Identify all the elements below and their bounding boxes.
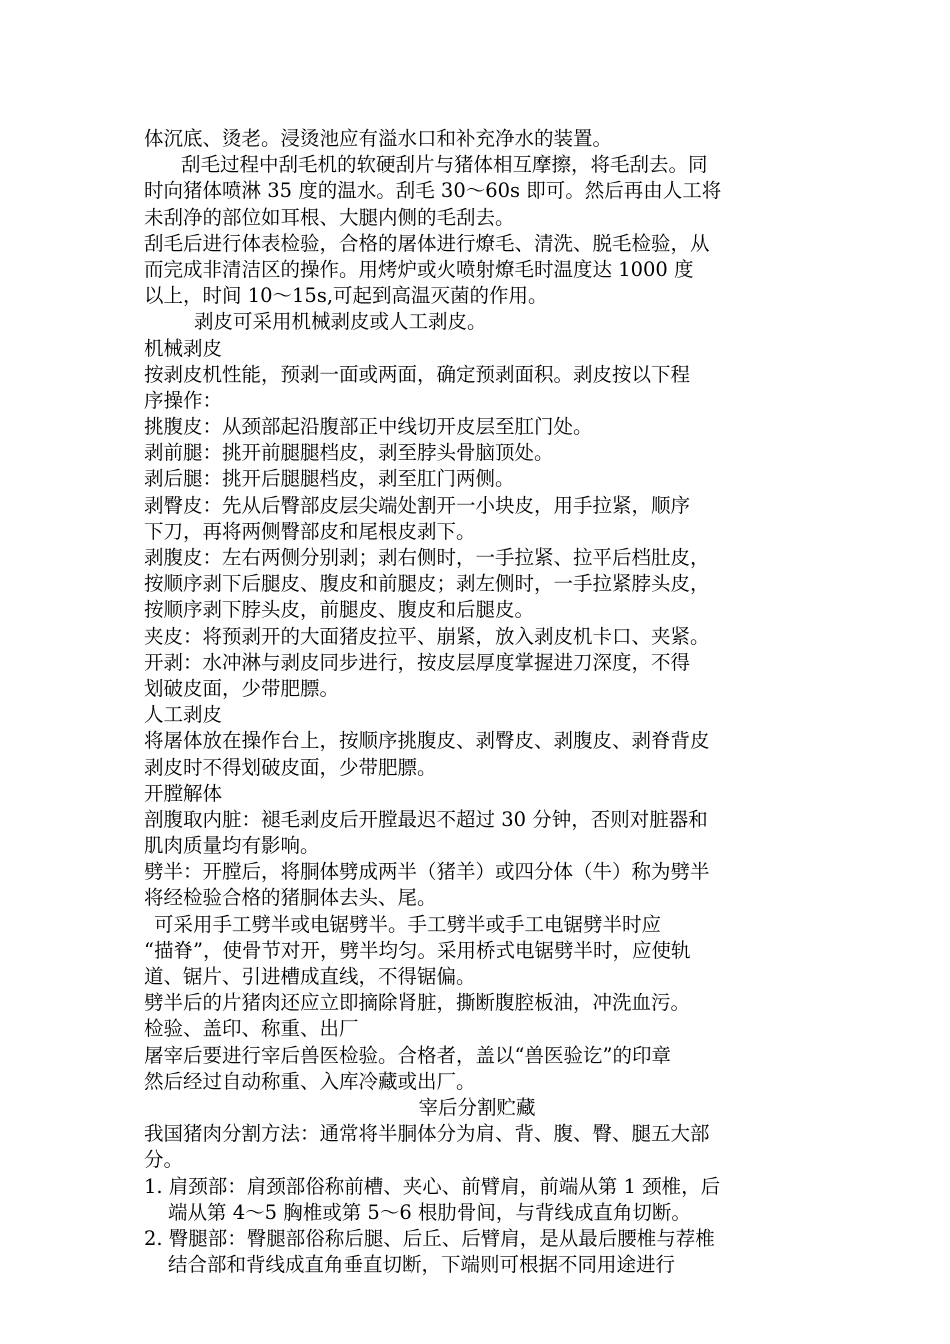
document-body [144,126,810,1278]
paragraph-line: 刮毛过程中刮毛机的软硬刮片与猪体相互摩擦，将毛刮去。同 [181,153,708,177]
step-line: 剥腹皮：左右两侧分别剥；剥右侧时，一手拉紧、拉平后档肚皮， [144,546,710,569]
step-line: 开剥：水冲淋与剥皮同步进行，按皮层厚度掌握进刀深度，不得 [144,650,691,674]
paragraph-line: 将屠体放在操作台上，按顺序挑腹皮、剥臀皮、剥腹皮、剥脊背皮 [144,729,710,753]
paragraph-line: 劈半：开膛后，将胴体劈成两半（猪羊）或四分体（牛）称为劈半 [144,860,710,884]
text-line: 划破皮面，少带肥膘。 [144,676,340,700]
paragraph-line: 可采用手工劈半或电锯劈半。手工劈半或手工电锯劈半时应 [154,912,662,936]
paragraph-line: 我国猪肉分割方法：通常将半胴体分为肩、背、腹、臀、腿五大部 [144,1122,710,1146]
list-item: 1. 肩颈部：肩颈部俗称前槽、夹心、前臂肩，前端从第 1 颈椎，后 [144,1174,721,1198]
step-line: 剥后腿：挑开后腿腿档皮，剥至肛门两侧。 [144,467,515,491]
text-line: 序操作： [144,388,223,412]
paragraph-line: 刮毛后进行体表检验，合格的屠体进行燎毛、清洗、脱毛检验，从 [144,231,710,255]
section-heading: 人工剥皮 [144,703,223,727]
text-line: 以上，时间 10～15s,可起到高温灭菌的作用。 [144,284,548,308]
text-line: 分。 [144,1148,184,1172]
list-item: 2. 臀腿部：臀腿部俗称后腿、后丘、后臂肩，是从最后腰椎与荐椎 [144,1226,715,1250]
step-line: 剥前腿：挑开前腿腿档皮，剥至脖头骨脑顶处。 [144,441,554,465]
section-heading: 开膛解体 [144,781,223,805]
paragraph-line: 屠宰后要进行宰后兽医检验。合格者，盖以“兽医验讫”的印章 [144,1043,671,1067]
text-line: 将经检验合格的猪胴体去头、尾。 [144,886,437,910]
section-heading: 机械剥皮 [144,336,223,360]
text-line: 未刮净的部位如耳根、大腿内侧的毛刮去。 [144,205,515,229]
text-line: 时向猪体喷淋 35 度的温水。刮毛 30～60s 即可。然后再由人工将 [144,179,722,203]
text-line: “描脊”，使骨节对开，劈半均匀。采用桥式电锯劈半时，应使轨 [144,938,691,962]
step-line: 夹皮：将预剥开的大面猪皮拉平、崩紧，放入剥皮机卡口、夹紧。 [144,624,710,648]
text-line: 而完成非清洁区的操作。用烤炉或火喷射燎毛时温度达 1000 度 [144,257,694,281]
paragraph-line: 按剥皮机性能，预剥一面或两面，确定预剥面积。剥皮按以下程 [144,362,691,386]
text-line: 然后经过自动称重、入库冷藏或出厂。 [144,1069,476,1093]
text-line: 按顺序剥下脖头皮，前腿皮、腹皮和后腿皮。 [144,598,535,622]
text-line: 剥皮时不得划破皮面，少带肥膘。 [144,755,437,779]
paragraph-line: 剖腹取内脏：褪毛剥皮后开膛最迟不超过 30 分钟，否则对脏器和 [144,807,708,831]
step-line: 挑腹皮：从颈部起沿腹部正中线切开皮层至肛门处。 [144,415,593,439]
text-line: 肌肉质量均有影响。 [144,834,320,858]
list-item-continuation: 端从第 4～5 胸椎或第 5～6 根肋骨间，与背线成直角切断。 [168,1200,691,1224]
step-line: 剥臀皮：先从后臀部皮层尖端处割开一小块皮，用手拉紧，顺序 [144,493,691,517]
text-line: 道、锯片、引进槽成直线，不得锯偏。 [144,965,476,988]
text-line: 下刀，再将两侧臀部皮和尾根皮剥下。 [144,519,476,543]
paragraph-line: 劈半后的片猪肉还应立即摘除肾脏，撕断腹腔板油，冲洗血污。 [144,991,691,1015]
text-line: 按顺序剥下后腿皮、腹皮和前腿皮；剥左侧时，一手拉紧脖头皮， [144,572,710,596]
section-heading: 检验、盖印、称重、出厂 [144,1017,359,1041]
list-item-continuation: 结合部和背线成直角垂直切断，下端则可根据不同用途进行 [168,1253,676,1277]
text-line: 体沉底、烫老。浸烫池应有溢水口和补充净水的装置。 [144,127,613,150]
paragraph-line: 剥皮可采用机械剥皮或人工剥皮。 [194,310,487,334]
centered-heading: 宰后分割贮藏 [418,1095,536,1119]
